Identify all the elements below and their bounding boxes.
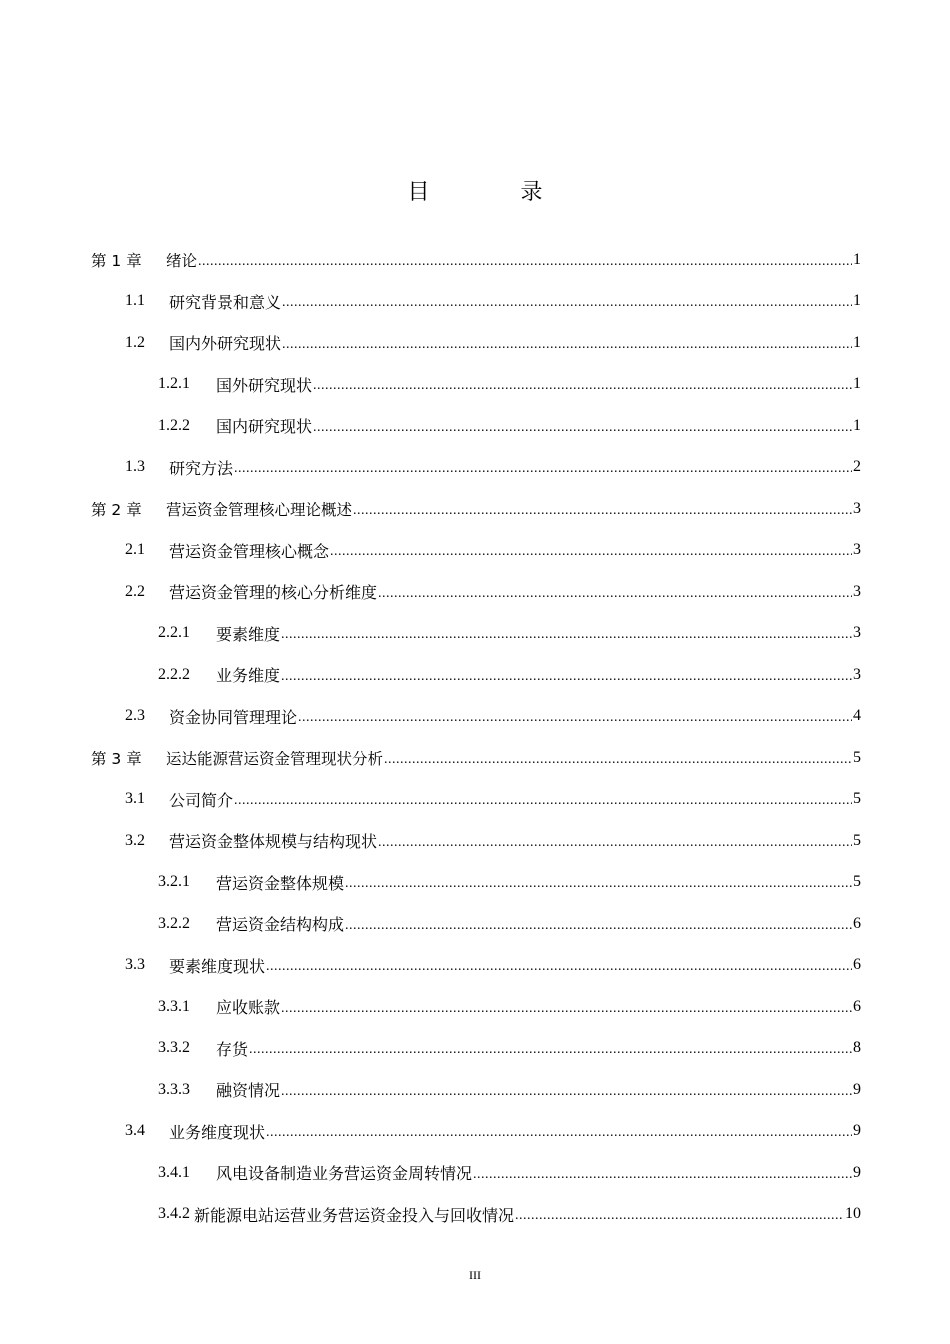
toc-entry[interactable] [91,1028,861,1070]
toc-entry-title: 营运资金管理核心概念 [169,543,330,561]
toc-leader-dots [378,835,852,851]
toc-entry[interactable] [91,945,861,987]
toc-leader-dots [281,1084,852,1100]
toc-entry-title: 风电设备制造业务营运资金周转情况 [216,1166,473,1184]
toc-entry-number: 2.3 [125,707,145,725]
toc-entry-page: 10 [845,1205,861,1223]
toc-entry[interactable] [91,1152,861,1194]
toc-entry[interactable] [91,986,861,1028]
toc-entry-page: 3 [853,582,861,600]
toc-leader-dots [515,1208,844,1224]
toc-entry-title: 业务维度现状 [169,1124,266,1142]
toc-entry-title: 应收账款 [216,1000,281,1018]
toc-leader-dots [198,254,852,270]
toc-entry-page: 1 [853,333,861,351]
toc-entry[interactable] [91,364,861,406]
toc-entry-number: 3.2.2 [158,914,190,932]
toc-entry-number: 3.3.2 [158,1039,190,1057]
toc-leader-dots [378,586,852,602]
toc-entry-number: 1.2.2 [158,416,190,434]
toc-leader-dots [313,378,852,394]
toc-entry-page: 9 [853,1080,861,1098]
toc-entry[interactable] [91,1111,861,1153]
toc-entry[interactable] [91,447,861,489]
toc-entry-page: 3 [853,624,861,642]
table-of-contents [91,239,861,1235]
toc-leader-dots [298,710,852,726]
toc-entry-title: 国内研究现状 [216,419,313,437]
toc-entry[interactable] [91,405,861,447]
toc-entry-title: 公司简介 [169,792,234,810]
toc-entry-page: 5 [853,831,861,849]
toc-entry-title: 新能源电站运营业务营运资金投入与回收情况 [194,1207,515,1225]
toc-leader-dots [345,876,852,892]
toc-entry-page: 6 [853,914,861,932]
toc-entry-number: 2.2 [125,582,145,600]
toc-leader-dots [281,669,852,685]
toc-entry-number: 1.2 [125,333,145,351]
toc-entry-page: 5 [853,748,861,766]
toc-entry-title: 国外研究现状 [216,377,313,395]
toc-entry-number: 2.2.1 [158,624,190,642]
toc-entry-page: 1 [853,292,861,310]
toc-entry-title: 营运资金管理核心理论概述 [166,500,353,519]
toc-entry-title: 要素维度 [216,626,281,644]
toc-entry[interactable] [91,737,861,779]
toc-entry[interactable] [91,1194,861,1236]
toc-leader-dots [345,918,852,934]
toc-leader-dots [282,337,852,353]
toc-entry[interactable] [91,613,861,655]
toc-leader-dots [473,1167,852,1183]
toc-entry-page: 3 [853,665,861,683]
toc-entry-page: 1 [853,250,861,268]
toc-entry-number: 3.1 [125,790,145,808]
toc-entry-title: 研究方法 [169,460,234,478]
toc-entry-title: 存货 [216,1041,249,1059]
toc-entry[interactable] [91,1069,861,1111]
toc-leader-dots [313,420,852,436]
toc-entry-number: 3.3 [125,956,145,974]
toc-leader-dots [330,544,852,560]
toc-entry-title: 要素维度现状 [169,958,266,976]
toc-leader-dots [281,1001,852,1017]
page-number: III [469,1268,481,1282]
toc-entry-number: 2.2.2 [158,665,190,683]
toc-leader-dots [281,627,852,643]
toc-entry-number: 3.3.1 [158,997,190,1015]
toc-entry-title: 资金协同管理理论 [169,709,298,727]
toc-entry[interactable] [91,820,861,862]
toc-entry-title: 绪论 [166,251,198,270]
toc-leader-dots [249,1042,852,1058]
toc-entry-page: 4 [853,707,861,725]
toc-entry[interactable] [91,779,861,821]
toc-entry-title: 运达能源营运资金管理现状分析 [166,749,384,768]
toc-entry-page: 3 [853,499,861,517]
toc-entry-page: 9 [853,1163,861,1181]
toc-leader-dots [234,793,852,809]
toc-entry-title: 营运资金整体规模 [216,875,345,893]
toc-entry[interactable] [91,696,861,738]
toc-entry[interactable] [91,530,861,572]
toc-leader-dots [234,461,852,477]
toc-leader-dots [266,1125,852,1141]
toc-entry-number: 2.1 [125,541,145,559]
toc-leader-dots [282,295,852,311]
toc-entry[interactable] [91,488,861,530]
toc-entry-page: 6 [853,997,861,1015]
toc-entry-number: 第 2 章 [91,500,142,519]
toc-leader-dots [384,752,852,768]
toc-entry-number: 1.3 [125,458,145,476]
toc-entry-title: 营运资金整体规模与结构现状 [169,834,378,852]
toc-entry-page: 5 [853,790,861,808]
toc-entry-number: 第 3 章 [91,749,142,768]
toc-entry-number: 3.4.2 [158,1205,190,1223]
toc-entry[interactable] [91,862,861,904]
toc-entry[interactable] [91,281,861,323]
toc-entry-number: 第 1 章 [91,251,142,270]
toc-entry-number: 3.4 [125,1122,145,1140]
toc-entry[interactable] [91,322,861,364]
toc-entry-title: 融资情况 [216,1083,281,1101]
toc-entry-page: 2 [853,458,861,476]
toc-entry[interactable] [91,654,861,696]
toc-entry-number: 3.2.1 [158,873,190,891]
toc-entry-title: 研究背景和意义 [169,294,282,312]
toc-entry[interactable] [91,571,861,613]
toc-leader-dots [266,959,852,975]
page-title: 目 录 [407,180,585,205]
toc-entry-page: 1 [853,416,861,434]
toc-entry-number: 3.3.3 [158,1080,190,1098]
toc-entry[interactable] [91,239,861,281]
toc-entry-page: 6 [853,956,861,974]
toc-entry-title: 营运资金管理的核心分析维度 [169,585,378,603]
toc-entry-number: 3.2 [125,831,145,849]
toc-entry-page: 5 [853,873,861,891]
toc-entry-page: 9 [853,1122,861,1140]
toc-entry-page: 3 [853,541,861,559]
toc-entry-number: 3.4.1 [158,1163,190,1181]
toc-entry-number: 1.2.1 [158,375,190,393]
toc-entry-number: 1.1 [125,292,145,310]
toc-leader-dots [353,503,852,519]
toc-entry-title: 营运资金结构构成 [216,917,345,935]
toc-entry-title: 国内外研究现状 [169,336,282,354]
toc-entry[interactable] [91,903,861,945]
toc-entry-page: 1 [853,375,861,393]
toc-entry-title: 业务维度 [216,668,281,686]
toc-entry-page: 8 [853,1039,861,1057]
